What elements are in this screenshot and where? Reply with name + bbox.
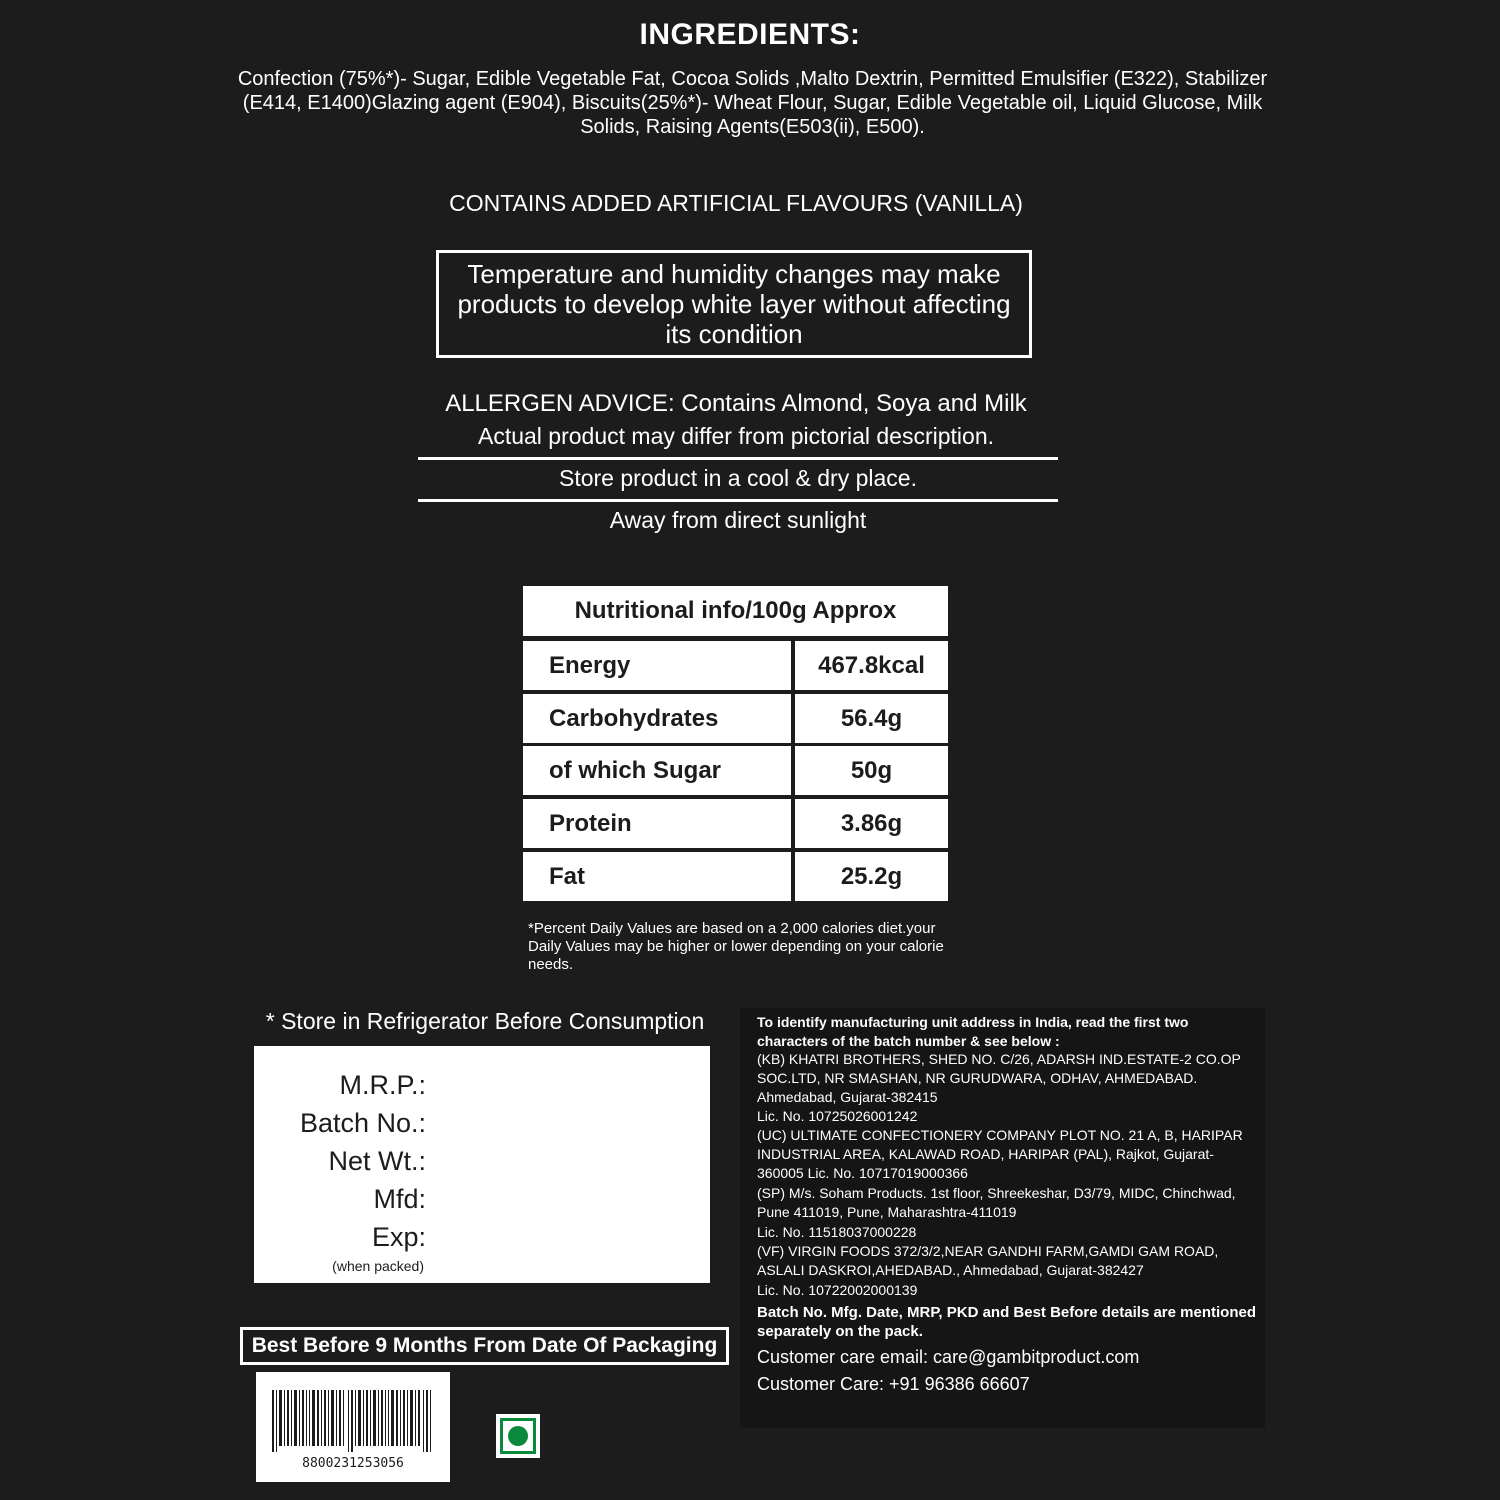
barcode-bars-icon	[272, 1390, 434, 1452]
nutrition-label: Fat	[523, 852, 791, 901]
unit-uc-address: (UC) ULTIMATE CONFECTIONERY COMPANY PLOT NO. 21 A, B, HARIPAR INDUSTRIAL AREA, KALAWAD ROAD, HARIPAR (PAL), Rajkot, Gujarat-360005 Lic. No. 10717019000366	[757, 1127, 1243, 1181]
mfd-label: Mfd:	[373, 1184, 426, 1214]
nutrition-label: Energy	[523, 641, 791, 690]
nutrition-value: 56.4g	[795, 694, 948, 743]
batch-details-note: Batch No. Mfg. Date, MRP, PKD and Best Before details are mentioned separately on the pack.	[757, 1304, 1256, 1340]
mrp-label: M.R.P.:	[339, 1070, 426, 1100]
unit-vf-license: Lic. No. 10722002000139	[757, 1282, 918, 1298]
flavour-note: CONTAINS ADDED ARTIFICIAL FLAVOURS (VANILLA)	[449, 190, 1023, 216]
storage-line-1: Store product in a cool & dry place.	[559, 465, 917, 491]
exp-label: Exp:	[371, 1222, 426, 1252]
barcode	[256, 1372, 450, 1482]
allergen-advice: ALLERGEN ADVICE: Contains Almond, Soya and Milk	[445, 390, 1027, 417]
unit-vf-address: (VF) VIRGIN FOODS 372/3/2,NEAR GANDHI FARM,GAMDI GAM ROAD, ASLALI DASKROI,AHEDABAD., Ahmedabad, Gujarat-382427	[757, 1243, 1219, 1278]
net-weight-label: Net Wt.:	[328, 1146, 426, 1176]
unit-kb-address: (KB) KHATRI BROTHERS, SHED NO. C/26, ADARSH IND.ESTATE-2 CO.OP SOC.LTD, NR SMASHAN, NR GURUDWARA, ODHAV, AHMEDABAD. Ahmedabad, Gujarat-382415	[757, 1051, 1241, 1105]
batch-label: Batch No.:	[299, 1108, 426, 1138]
nutrition-row	[523, 694, 948, 743]
best-before-box: Best Before 9 Months From Date Of Packaging	[240, 1327, 729, 1365]
nutrition-row	[523, 852, 948, 901]
nutrition-label: Carbohydrates	[523, 694, 791, 743]
nutrition-header: Nutritional info/100g Approx	[523, 586, 948, 636]
unit-sp-license: Lic. No. 11518037000228	[757, 1224, 917, 1240]
pictorial-note: Actual product may differ from pictorial description.	[477, 423, 995, 449]
nutrition-label: of which Sugar	[523, 746, 791, 795]
nutrition-row	[523, 746, 948, 795]
nutrition-row	[523, 799, 948, 848]
warning-box	[436, 250, 1032, 358]
nutrition-value: 50g	[795, 746, 948, 795]
customer-care-phone: Customer Care: +91 96386 66607	[757, 1374, 1030, 1394]
manufacturing-intro: To identify manufacturing unit address in India, read the first two characters of the batch number & see below :	[757, 1014, 1189, 1049]
storage-line-2: Away from direct sunlight	[609, 507, 867, 533]
nutrition-value: 467.8kcal	[795, 641, 948, 690]
fridge-note: * Store in Refrigerator Before Consumption	[265, 1008, 705, 1034]
barcode-number: 8800231253056	[302, 1456, 404, 1471]
when-packed-note: (when packed)	[332, 1258, 424, 1274]
veg-mark-icon	[496, 1414, 540, 1458]
ingredients-title: INGREDIENTS:	[639, 18, 861, 51]
warning-text: Temperature and humidity changes may make products to develop white layer without affecting its condition	[457, 259, 1011, 349]
nutrition-value: 3.86g	[795, 799, 948, 848]
nutrition-value: 25.2g	[795, 852, 948, 901]
ingredients-text: Confection (75%*)- Sugar, Edible Vegetable Fat, Cocoa Solids ,Malto Dextrin, Permitted Emulsifier (E322), Stabilizer (E414, E1400)Glazing agent (E904), Biscuits(25%*)- Wheat Flour, Sugar, Edible Vegetable oil, Liquid Glucose, Milk Solids, Raising Agents(E503(ii), E500).	[237, 68, 1268, 138]
pack-details-box	[254, 1046, 710, 1283]
nutrition-footnote: *Percent Daily Values are based on a 2,000 calories diet.your Daily Values may be higher or lower depending on your calorie needs.	[528, 920, 944, 973]
divider	[418, 499, 1058, 502]
unit-sp-address: (SP) M/s. Soham Products. 1st floor, Shreekeshar, D3/79, MIDC, Chinchwad, Pune 411019, Pune, Maharashtra-411019	[757, 1185, 1236, 1220]
nutrition-row	[523, 641, 948, 690]
nutrition-label: Protein	[523, 799, 791, 848]
divider	[418, 457, 1058, 460]
unit-kb-license: Lic. No. 10725026001242	[757, 1108, 918, 1124]
customer-care-email: Customer care email: care@gambitproduct.com	[757, 1347, 1140, 1367]
